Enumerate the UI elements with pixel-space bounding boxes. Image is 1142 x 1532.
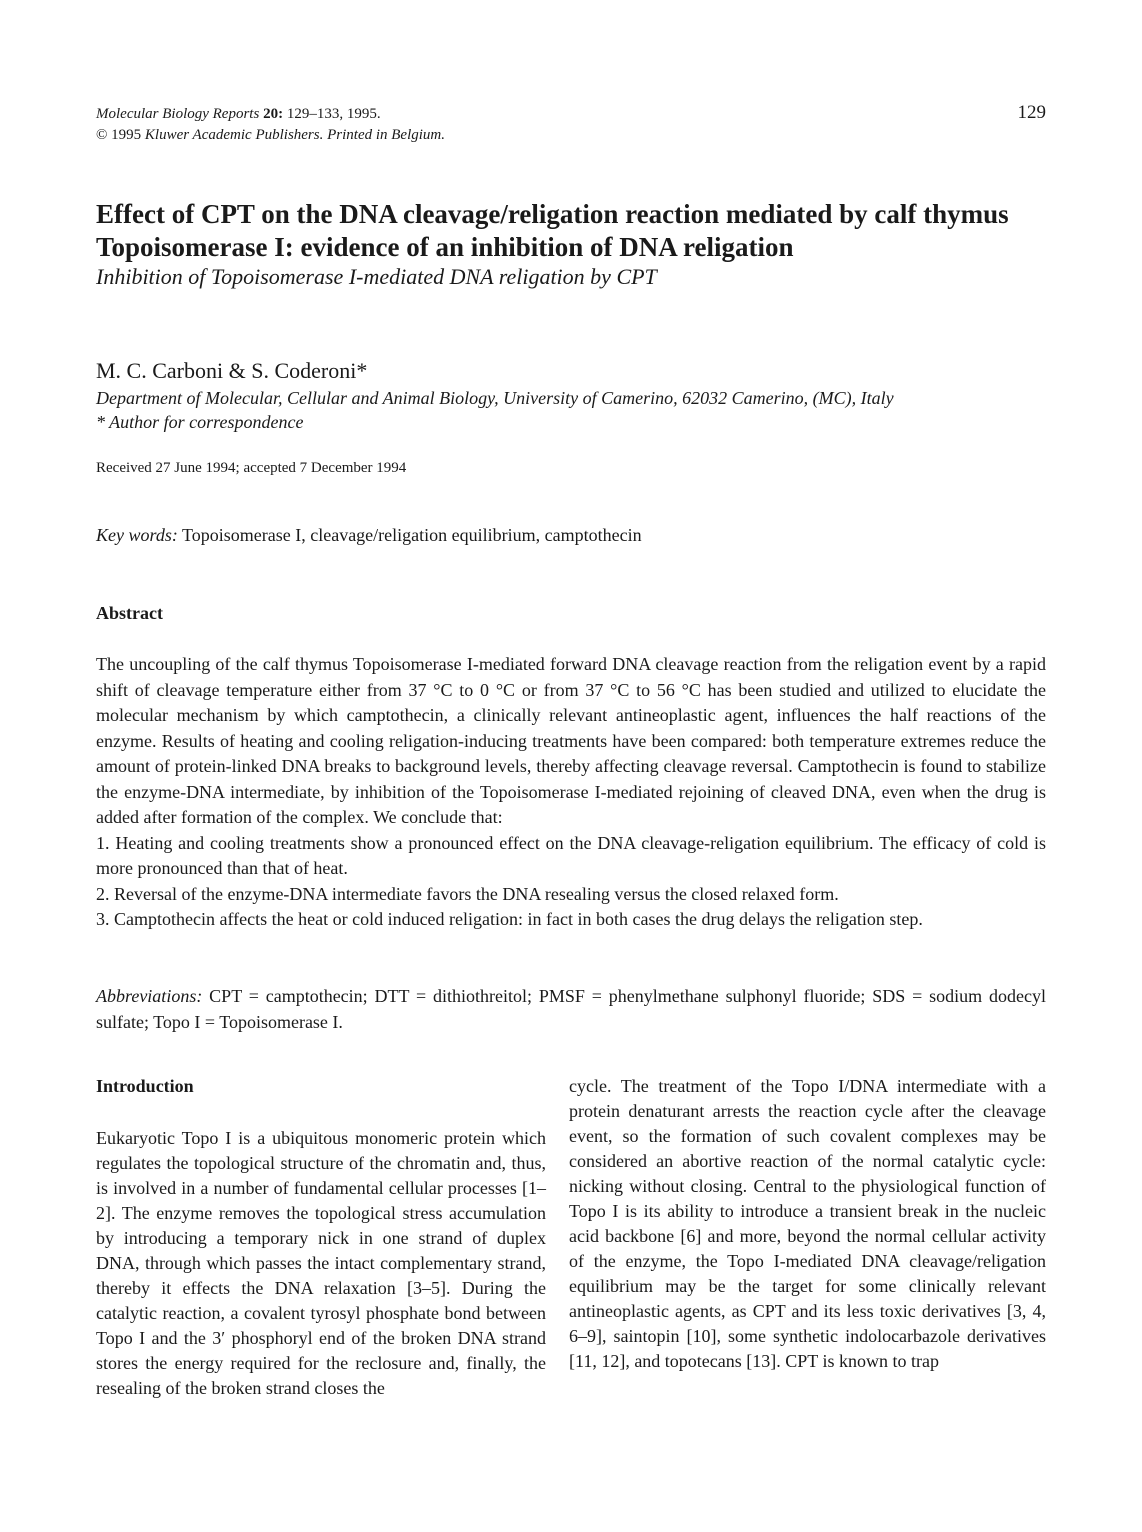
- abstract-point-1: 1. Heating and cooling treatments show a pronounced effect on the DNA cleavage-religation equilibrium. The efficacy of cold is more pronounced than that of heat.: [96, 832, 1046, 878]
- keywords-label: Key words:: [96, 525, 178, 545]
- affiliation: Department of Molecular, Cellular and Animal Biology, University of Camerino, 62032 Camerino, (MC), Italy: [96, 388, 894, 408]
- abbreviations: [96, 984, 1046, 1035]
- publisher: Kluwer Academic Publishers. Printed in Belgium.: [144, 127, 446, 143]
- abstract-paragraph: The uncoupling of the calf thymus Topoisomerase I-mediated forward DNA cleavage reaction from the religation event by a rapid shift of cleavage temperature either from 37 °C to 0 °C or from 37 °C to 56 °C has been studied and utilized to elucidate the molecular mechanism by which camptothecin, a clinically relevant antineoplastic agent, influences the half reactions of the enzyme. Results of heating and cooling religation-inducing treatments have been compared: both temperature extremes reduce the amount of protein-linked DNA breaks to background levels, thereby affecting cleavage reversal. Camptothecin is found to stabilize the enzyme-DNA intermediate, by inhibition of the Topoisomerase I-mediated rejoining of cleaved DNA, even when the drug is added after formation of the complex. We conclude that:: [96, 654, 1046, 827]
- copyright-year: © 1995: [96, 127, 142, 143]
- paper-title: Effect of CPT on the DNA cleavage/religation reaction mediated by calf thymus Topoisomerase I: evidence of an inhibition of DNA religation: [96, 199, 1009, 262]
- journal-name: Molecular Biology Reports: [96, 106, 260, 122]
- abbreviations-label: Abbreviations:: [96, 986, 203, 1006]
- authors: M. C. Carboni & S. Coderoni*: [96, 358, 368, 383]
- abstract-point-2: 2. Reversal of the enzyme-DNA intermediate favors the DNA resealing versus the closed relaxed form.: [96, 883, 839, 904]
- introduction-heading: Introduction: [96, 1076, 194, 1096]
- citation-line: [96, 104, 445, 125]
- affiliation-block: [96, 386, 1056, 434]
- keywords: [96, 525, 642, 546]
- copyright-line: [96, 125, 445, 146]
- abstract-point-3: 3. Camptothecin affects the heat or cold induced religation: in fact in both cases the drug delays the religation step.: [96, 909, 923, 929]
- introduction-left-column: Eukaryotic Topo I is a ubiquitous monomeric protein which regulates the topological structure of the chromatin and, thus, is involved in a number of fundamental cellular processes [1–2]. The enzyme removes the topological stress accumulation by introducing a temporary nick in one strand of duplex DNA, through which passes the intact complementary strand, thereby it effects the DNA relaxation [3–5]. During the catalytic reaction, a covalent tyrosyl phosphate bond between Topo I and the 3′ phosphoryl end of the broken DNA strand stores the energy required for the reclosure and, finally, the resealing of the broken strand closes the: [96, 1128, 546, 1398]
- abstract-heading: Abstract: [96, 603, 163, 623]
- introduction-right-column: cycle. The treatment of the Topo I/DNA intermediate with a protein denaturant arrests the reaction cycle after the cleavage event, so the formation of such covalent complexes may be considered an abortive reaction of the normal catalytic cycle: nicking without closing. Central to the physiological function of Topo I is its ability to introduce a transient break in the nucleic acid backbone [6] and more, beyond the normal cellular activity of the enzyme, the Topo I-mediated DNA cleavage/religation equilibrium may be the target for some clinically relevant antineoplastic agents, as CPT and its less toxic derivatives [3, 4, 6–9], saintopin [10], some synthetic indolocarbazole derivatives [11, 12], and topotecans [13]. CPT is known to trap: [569, 1076, 1046, 1371]
- page-number: 129: [1017, 102, 1046, 123]
- keywords-text: Topoisomerase I, cleavage/religation equilibrium, camptothecin: [182, 525, 642, 545]
- correspondence-note: * Author for correspondence: [96, 412, 304, 432]
- journal-header: [96, 104, 445, 146]
- abstract-body: [96, 652, 1046, 933]
- journal-volume: 20:: [263, 106, 284, 122]
- journal-pages-year: 129–133, 1995.: [286, 106, 381, 122]
- paper-subtitle: Inhibition of Topoisomerase I-mediated DNA religation by CPT: [96, 264, 657, 289]
- abbreviations-text: CPT = camptothecin; DTT = dithiothreitol; PMSF = phenylmethane sulphonyl fluoride; SDS = sodium dodecyl sulfate; Topo I = Topoisomerase I.: [96, 986, 1047, 1032]
- received-dates: Received 27 June 1994; accepted 7 December 1994: [96, 460, 407, 476]
